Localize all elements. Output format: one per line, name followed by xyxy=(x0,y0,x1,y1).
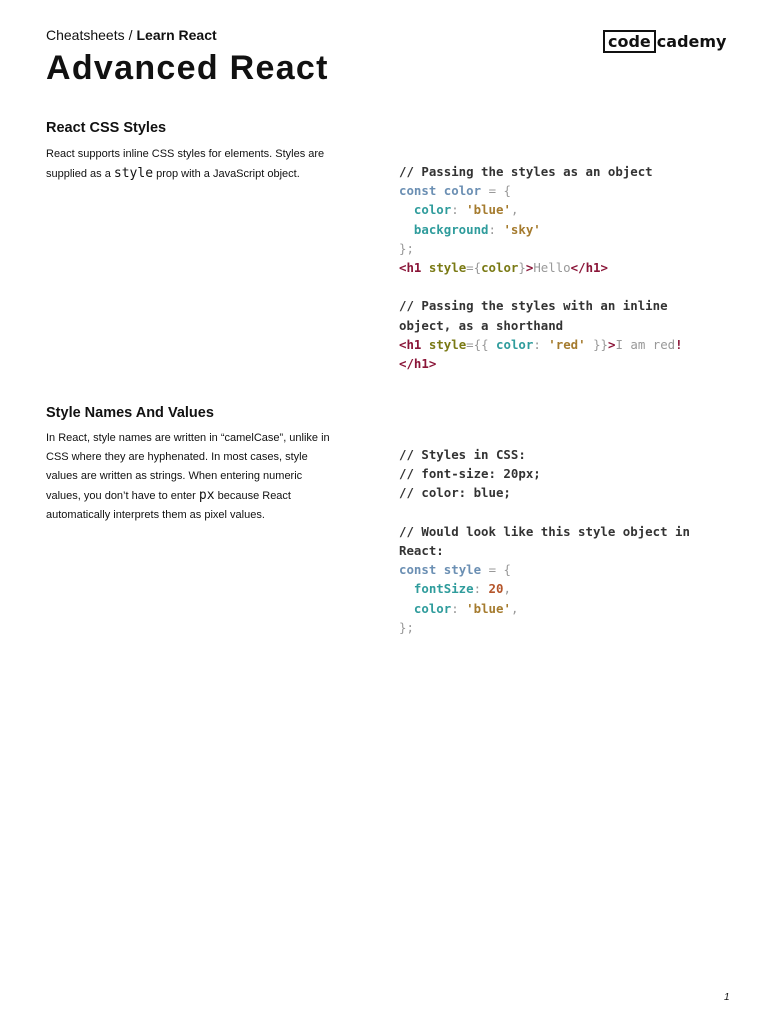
code-punctuation: ={ xyxy=(466,260,482,276)
description-text: In React, style names are written in “camelCase”, unlike in CSS where they are hyphenated. In most cases, style values are written as strings. When entering numeric values, you don’t have to enter xyxy=(46,432,330,502)
breadcrumb-separator: / xyxy=(128,27,133,43)
code-identifier: color xyxy=(443,183,482,199)
code-property: color xyxy=(413,202,452,218)
breadcrumb-current[interactable]: Learn React xyxy=(136,27,217,43)
code-comment: // Passing the styles as an object xyxy=(399,164,653,179)
logo-boxed-text: code xyxy=(603,30,656,53)
code-string: 'red' xyxy=(548,336,586,352)
page-title: Advanced React xyxy=(46,49,329,87)
code-tag: > xyxy=(607,336,616,352)
code-punctuation: , xyxy=(503,581,511,597)
code-punctuation: , xyxy=(510,600,519,616)
code-string: 'blue' xyxy=(466,202,511,218)
code-punctuation: = { xyxy=(488,562,511,578)
code-comment: // Passing the styles with an inline xyxy=(399,298,668,314)
code-comment: React: xyxy=(399,543,444,559)
codecademy-logo[interactable] xyxy=(603,29,726,53)
code-number: 20 xyxy=(488,581,504,597)
code-punctuation: }; xyxy=(399,240,414,256)
code-punctuation: }; xyxy=(399,619,414,635)
code-property: color xyxy=(496,336,534,352)
code-text: I am red xyxy=(615,336,676,352)
section-heading-style-names-and-values: Style Names And Values xyxy=(46,405,214,421)
code-comment: // color: blue; xyxy=(399,485,511,501)
code-attribute: style xyxy=(428,260,467,276)
page-number: 1 xyxy=(724,992,730,1003)
breadcrumb xyxy=(46,26,217,44)
code-property: fontSize xyxy=(413,581,474,597)
code-punctuation: : xyxy=(473,581,482,597)
code-punctuation: ! xyxy=(675,336,683,352)
code-punctuation: : xyxy=(488,221,496,237)
description-text: because React automatically interprets them as pixel values. xyxy=(46,490,291,521)
code-punctuation: }} xyxy=(593,336,608,352)
code-comment: // Styles in CSS: xyxy=(399,447,526,462)
code-keyword: const xyxy=(399,183,437,199)
code-tag: <h1 xyxy=(399,336,422,352)
breadcrumb-parent-link[interactable]: Cheatsheets xyxy=(46,27,125,43)
code-attribute: style xyxy=(428,336,467,352)
code-tag: </h1> xyxy=(399,356,437,372)
code-tag: > xyxy=(525,260,534,276)
section-description-react-css-styles xyxy=(46,145,331,184)
code-keyword: const xyxy=(399,562,437,578)
inline-code: px xyxy=(198,488,215,503)
section-description-style-names-and-values xyxy=(46,429,331,525)
code-tag: </h1> xyxy=(570,260,608,276)
code-block-style-names-and-values xyxy=(399,445,729,637)
code-tag: <h1 xyxy=(399,260,422,276)
inline-code: style xyxy=(113,166,154,181)
code-text: Hello xyxy=(533,260,571,276)
code-punctuation: : xyxy=(451,202,459,218)
section-heading-react-css-styles: React CSS Styles xyxy=(46,120,167,136)
code-punctuation: } xyxy=(518,260,526,276)
code-property: background xyxy=(413,221,489,237)
code-identifier: style xyxy=(443,562,482,578)
code-property: color xyxy=(413,600,452,616)
code-string: 'blue' xyxy=(466,600,511,616)
code-comment: // font-size: 20px; xyxy=(399,466,541,482)
code-punctuation: , xyxy=(510,202,519,218)
logo-rest-text: cademy xyxy=(656,31,727,51)
code-string: 'sky' xyxy=(503,221,541,237)
description-text: React supports inline CSS styles for elements. Styles are supplied as a xyxy=(46,148,325,180)
code-punctuation: = { xyxy=(488,183,511,199)
code-comment: // Would look like this style object in xyxy=(399,523,690,539)
code-punctuation: ={{ xyxy=(466,336,489,352)
code-identifier: color xyxy=(481,260,519,276)
description-text: prop with a JavaScript object. xyxy=(153,168,300,180)
code-punctuation: : xyxy=(533,336,541,352)
code-punctuation: : xyxy=(451,600,459,616)
code-block-react-css-styles xyxy=(399,162,729,373)
code-comment: object, as a shorthand xyxy=(399,317,564,333)
